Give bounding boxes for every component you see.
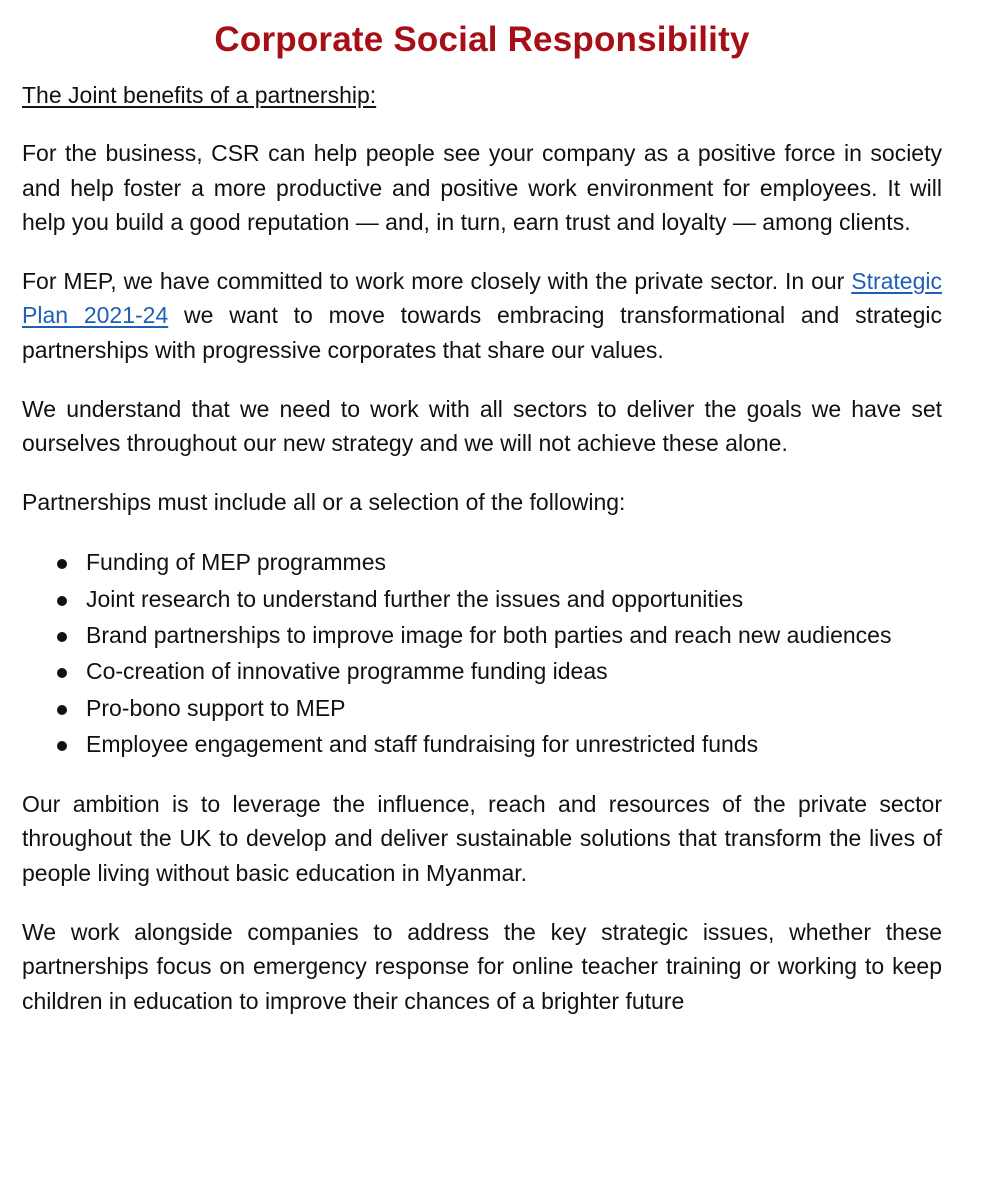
list-item-text: Brand partnerships to improve image for both parties and reach new audiences (86, 621, 892, 648)
paragraph-mep-tail: we want to move towards embracing transformational and strategic partnerships with progressive corporates that share our values. (22, 302, 942, 363)
list-item (22, 545, 942, 580)
paragraph-mep-lead: For MEP, we have committed to work more closely with the private sector. In our (22, 267, 852, 294)
list-item (22, 727, 942, 762)
paragraph-mep (22, 264, 942, 368)
bullet-icon (57, 741, 67, 751)
paragraph-ambition: Our ambition is to leverage the influence, reach and resources of the private sector throughout the UK to develop and deliver sustainable solutions that transform the lives of people living without basic education in Myanmar. (22, 790, 942, 887)
list-item-text: Pro-bono support to MEP (86, 694, 346, 721)
bullet-icon (57, 705, 67, 715)
list-item-text: Funding of MEP programmes (86, 549, 386, 576)
paragraph-partnerships-intro: Partnerships must include all or a selection of the following: (22, 488, 626, 515)
list-item (22, 691, 942, 726)
bullet-icon (57, 668, 67, 678)
partnership-list (22, 545, 942, 761)
section-subheading: The Joint benefits of a partnership: (22, 82, 377, 108)
paragraph-business: For the business, CSR can help people see your company as a positive force in society and help foster a more productive and positive work environment for employees. It will help you build a good reputation — and, in turn, earn trust and loyalty — among clients. (22, 140, 942, 236)
list-item (22, 654, 942, 689)
list-item (22, 618, 942, 653)
page-title: Corporate Social Responsibility (214, 20, 750, 59)
strategic-plan-link[interactable]: Strategic Plan 2021-24 (22, 267, 942, 329)
bullet-icon (57, 559, 67, 569)
list-item-text: Joint research to understand further the issues and opportunities (86, 585, 744, 612)
list-item-text: Co-creation of innovative programme funding ideas (86, 658, 608, 685)
list-item (22, 582, 942, 617)
paragraph-companies: We work alongside companies to address the key strategic issues, whether these partnerships focus on emergency response for online teacher training or working to keep children in education to improve their chances of a brighter future (22, 918, 942, 1014)
bullet-icon (57, 632, 67, 642)
list-item-text: Employee engagement and staff fundraising for unrestricted funds (86, 730, 759, 757)
bullet-icon (57, 596, 67, 606)
paragraph-sectors: We understand that we need to work with all sectors to deliver the goals we have set ourselves throughout our new strategy and we will not achieve these alone. (22, 395, 942, 457)
